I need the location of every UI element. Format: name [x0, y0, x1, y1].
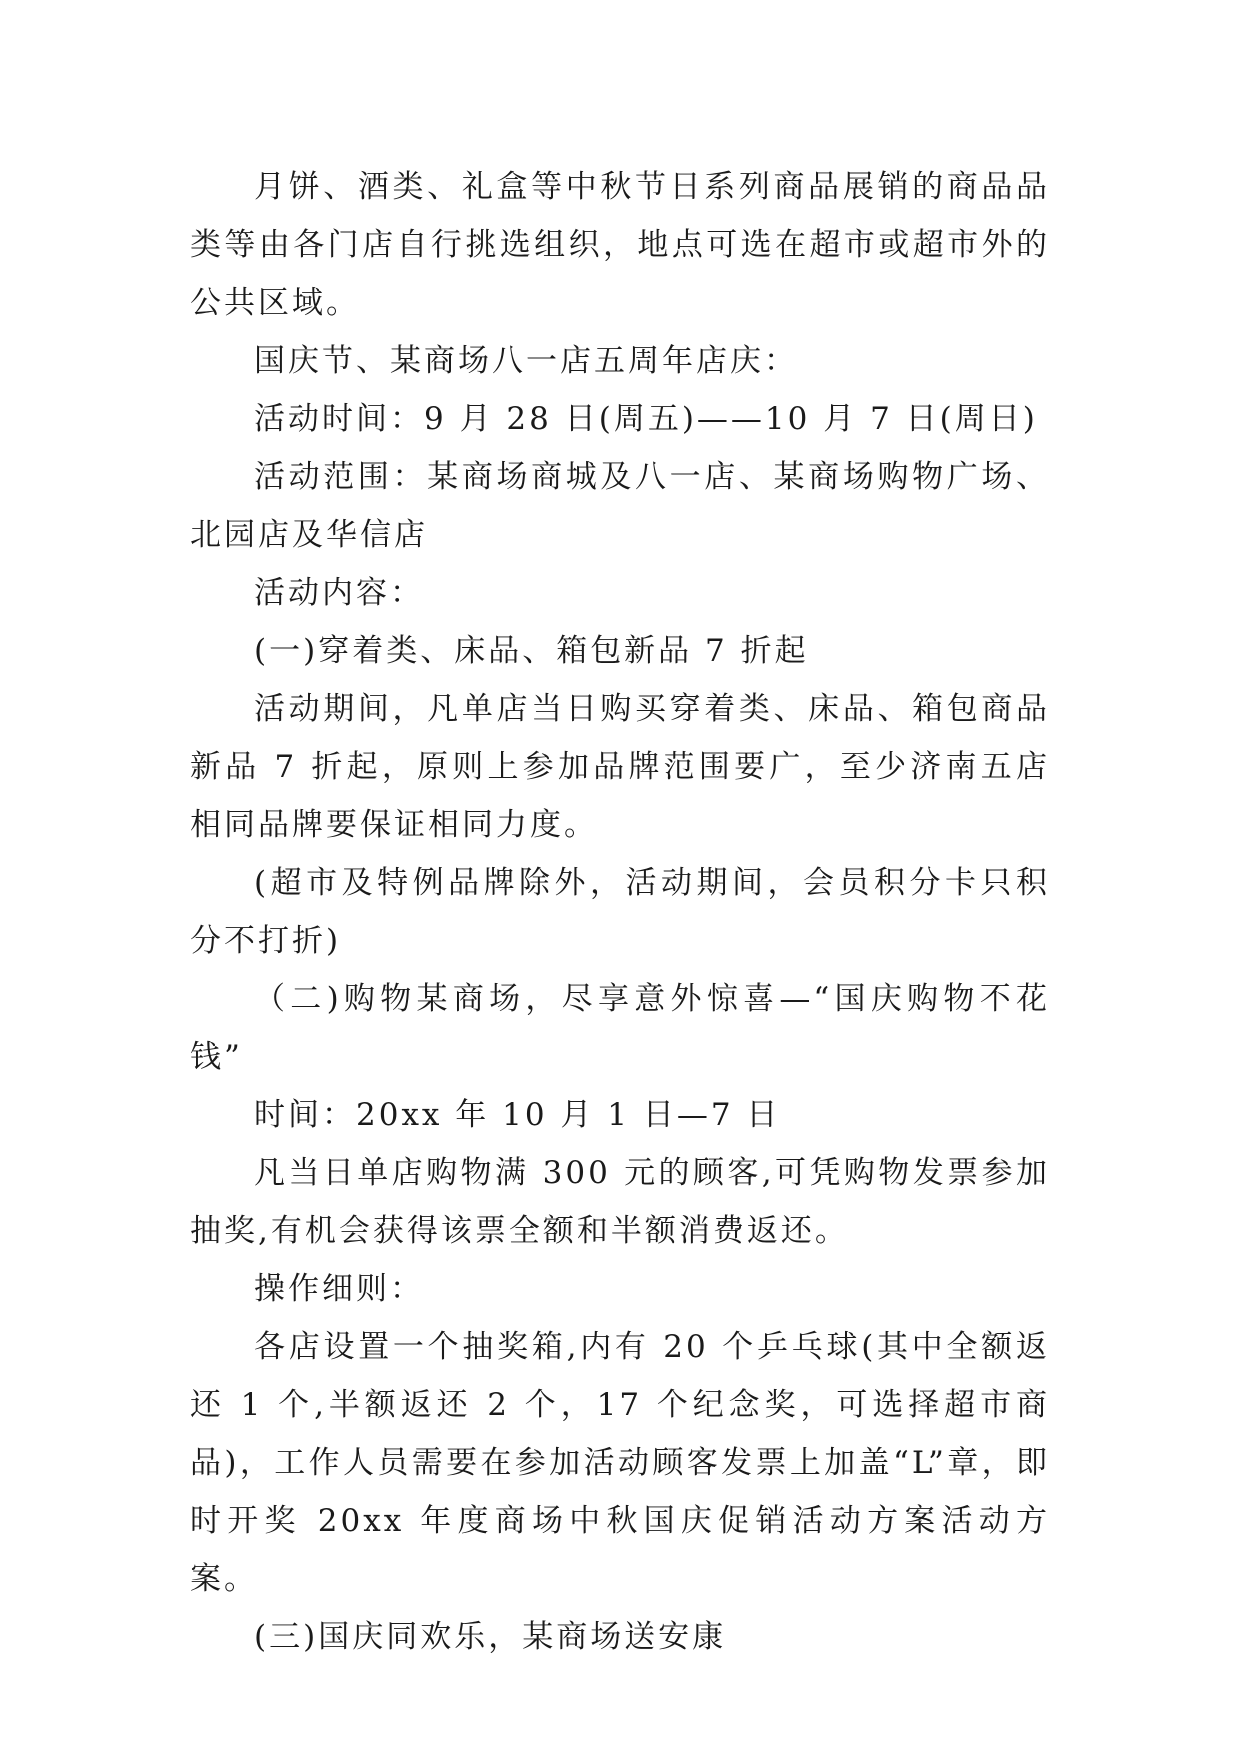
paragraph-mooncake-sales: 月饼、酒类、礼盒等中秋节日系列商品展销的商品品类等由各门店自行挑选组织，地点可选在超市或超市外的公共区域。	[190, 169, 1050, 321]
paragraph-national-day-heading: 国庆节、某商场八一店五周年店庆：	[254, 343, 798, 379]
paragraph-operation-rules-body: 各店设置一个抽奖箱,内有 20 个乒乓球(其中全额返还 1 个,半额返还 2 个，17 个纪念奖，可选择超市商品)，工作人员需要在参加活动顾客发票上加盖“L”章，即时开奖 20xx 年度商场中秋国庆促销活动方案活动方案。	[190, 1329, 1050, 1597]
paragraph-operation-rules-label: 操作细则：	[254, 1271, 424, 1307]
paragraph-activity-scope: 活动范围：某商场商城及八一店、某商场购物广场、北园店及华信店	[190, 459, 1050, 553]
paragraph-activity-time: 活动时间：9 月 28 日(周五)——10 月 7 日(周日)	[254, 401, 1038, 437]
paragraph-section-one-body: 活动期间，凡单店当日购买穿着类、床品、箱包商品新品 7 折起，原则上参加品牌范围要广，至少济南五店相同品牌要保证相同力度。	[190, 691, 1050, 843]
paragraph-section-two-title: （二)购物某商场，尽享意外惊喜—“国庆购物不花钱”	[190, 981, 1050, 1075]
paragraph-section-two-time: 时间：20xx 年 10 月 1 日—7 日	[254, 1097, 781, 1133]
paragraph-activity-content-label: 活动内容：	[254, 575, 424, 611]
paragraph-section-one-title: (一)穿着类、床品、箱包新品 7 折起	[254, 633, 809, 669]
paragraph-section-three-title: (三)国庆同欢乐，某商场送安康	[254, 1619, 727, 1655]
document-body	[190, 158, 1050, 1666]
paragraph-section-two-body: 凡当日单店购物满 300 元的顾客,可凭购物发票参加抽奖,有机会获得该票全额和半额消费返还。	[190, 1155, 1050, 1249]
paragraph-section-one-note: (超市及特例品牌除外，活动期间，会员积分卡只积分不打折)	[190, 865, 1050, 959]
